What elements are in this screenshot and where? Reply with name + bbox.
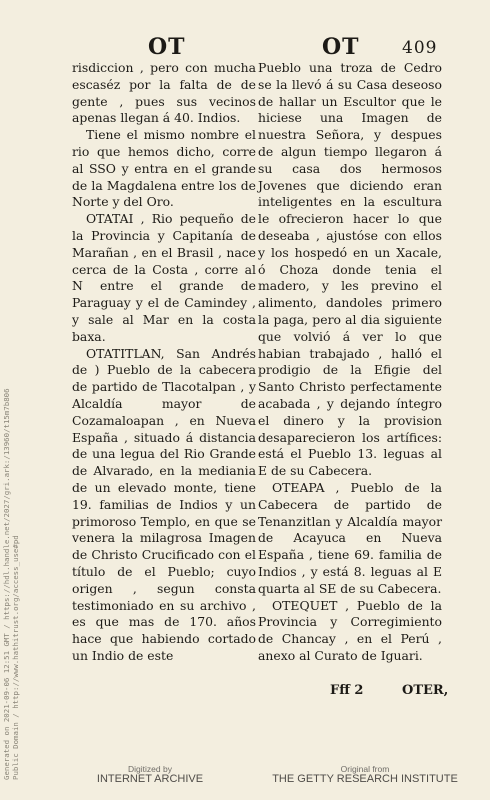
- footer-original-label: Original from: [340, 764, 390, 774]
- right-column: [258, 60, 442, 665]
- catchword: OTER,: [402, 683, 449, 698]
- page-number: 409: [402, 38, 438, 58]
- entry-otequet: OTEQUET , Pueblo de la Provincia y Corregimiento de Chancay , en el Perú , anexo al Curato de Iguari.: [258, 597, 442, 663]
- paragraph: Pueblo una troza de Cedro se la llevó á su Casa deseoso de hallar un Escultor que le hiciese una Imagen de nuestra Señora, y despues de algun tiempo llegaron á su casa dos hermosos Jovenes que diciendo eran inteligentes en la escultura le ofrecieron hacer lo que deseaba , ajustóse con ellos y los hospedó en un Xacale, ó Choza donde tenia el madero, y les previno el alimento, dandoles primero la paga, pero al dia siguiente que volvió á ver lo que habian trabajado , halló el prodigio de la Efigie del Santo Christo perfectamente acabada , y dejando íntegro el dinero y la provision desaparecieron los artífices: está el Pueblo 13. leguas al E de su Cabecera.: [258, 60, 442, 479]
- footer-digitized: [80, 764, 220, 784]
- left-column: [72, 60, 256, 665]
- footer-original: [270, 764, 460, 784]
- entry-otatai: OTATAI , Rio pequeño de la Provincia y Capitanía de Marañan , en el Brasil , nace cerca de la Costa , corre al N entre el grande de Paraguay y el de Camindey , y sale al Mar en la costa baxa.: [72, 211, 256, 344]
- footer-internet-archive: INTERNET ARCHIVE: [96, 773, 204, 785]
- entry-otatitlan: OTATITLAN, San Andrés de ) Pueblo de la cabecera de partido de Tlacotalpan , y Alcaldía mayor de Cozamaloapan , en Nueva España , situado á distancia de una legua del Rio Grande de Alvarado, en la mediania de un elevado monte, tiene 19. familias de Indios y un primoroso Templo, en que se venera la milagrosa Imagen de Christo Crucificado con el título de el Pueblo; cuyo origen , segun consta testimoniado en su archivo , es que mas de 170. años hace que habiendo cortado un Indio de este: [72, 345, 256, 663]
- entry-oteapa: OTEAPA , Pueblo de la Cabecera de partido de Tenanzitlan y Alcaldía mayor de Acayuca en Nueva España , tiene 69. familia de Indios , y está 8. leguas al E quarta al SE de su Cabecera.: [258, 479, 442, 596]
- footer-digitized-label: Digitized by: [128, 764, 172, 774]
- footer-getty: THE GETTY RESEARCH INSTITUTE: [272, 773, 458, 785]
- generation-stamp: Generated on 2021-09-06 12:51 GMT / https://hdl.handle.net/2027/gri.ark:/13960/t15m7b806 Public Domain / http://www.hathitrust.org/access_use#pd: [2, 388, 20, 780]
- signature-mark: Fff 2: [330, 683, 364, 698]
- running-head-left: OT: [148, 34, 186, 60]
- paragraph: risdiccion , pero con mucha escaséz por la falta de de gente , pues sus vecinos apenas llegan á 40. Indios.: [72, 60, 256, 126]
- paragraph: Tiene el mismo nombre el rio que hemos dicho, corre al SSO y entra en el grande de la Magdalena entre los de Norte y del Oro.: [72, 127, 256, 210]
- running-head-right: OT: [322, 34, 360, 60]
